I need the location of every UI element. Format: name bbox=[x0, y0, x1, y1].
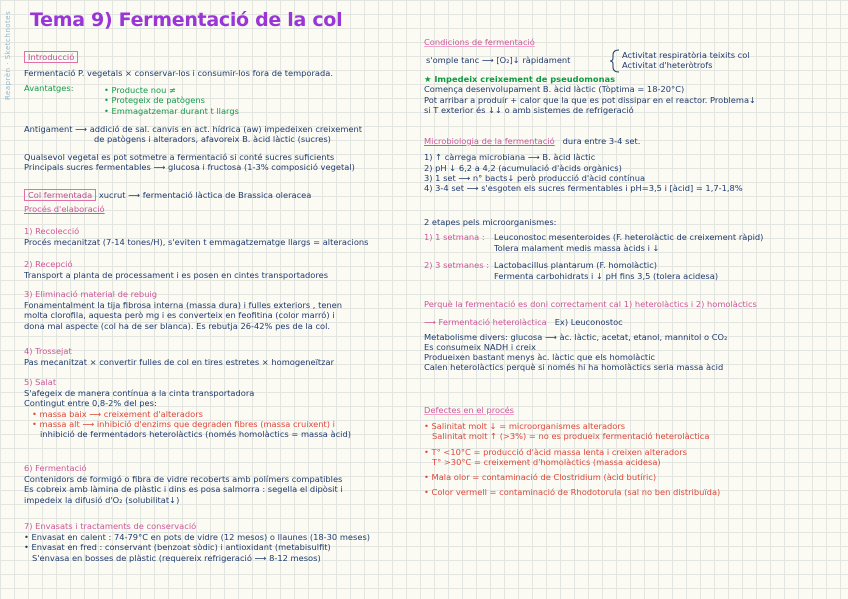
watermark: Reaprèn · Sketchnotes bbox=[4, 10, 12, 100]
step-6-title: 6) Fermentació bbox=[24, 463, 87, 473]
sucres-block bbox=[24, 152, 420, 173]
step-2-line: Transport a planta de processament i es posen en cintes transportadores bbox=[24, 270, 329, 280]
step-4-title: 4) Trossejat bbox=[24, 346, 72, 356]
step-6 bbox=[24, 463, 420, 505]
perque-line: Perquè la fermentació es doni correctament cal 1) heterolàctics i 2) homolàctics bbox=[424, 299, 757, 309]
step-1-title: 1) Recolecció bbox=[24, 226, 80, 236]
comenca-line: Comença desenvolupament B. àcid làctic (Tòptima = 18-20°C) bbox=[424, 84, 685, 95]
defecte-line: • Mala olor = contaminació de Clostridium (àcid butíric) bbox=[424, 472, 657, 483]
micro-step: 4) 3-4 set ⟶ s'esgoten els sucres fermentables i pH=3,5 i [àcid] = 1,7-1,8% bbox=[424, 183, 743, 194]
intro-section bbox=[24, 45, 420, 78]
avantatge-item: • Protegeix de patògens bbox=[104, 95, 205, 106]
etapa-1-line: Leuconostoc mesenteroides (F. heterolàctic de creixement ràpid) bbox=[494, 232, 764, 243]
ex-leuconostoc: Ex) Leuconostoc bbox=[554, 317, 623, 328]
omple-line: s'omple tanc ⟶ [O₂]↓ ràpidament bbox=[426, 55, 571, 65]
impedeix-line: ★ Impedeix creixement de pseudomonas bbox=[424, 74, 616, 84]
ferm-hetero: ⟶ Fermentació heterolàctica bbox=[424, 317, 547, 328]
step-1 bbox=[24, 226, 420, 247]
micro-header: Microbiologia de la fermentació bbox=[424, 136, 555, 146]
etapa-2-line: Lactobacillus plantarum (F. homolàctic) bbox=[494, 260, 658, 271]
step-7-line: • Envasat en calent : 74-79°C en pots de vidre (12 mesos) o llaunes (18-30 meses) bbox=[24, 532, 371, 542]
step-7-title: 7) Envasats i tractaments de conservació bbox=[24, 521, 197, 531]
step-5-line: S'afegeix de manera contínua a la cinta transportadora bbox=[24, 388, 255, 398]
defecte-line: • Color vermell = contaminació de Rhodotorula (sal no ben distribuïda) bbox=[424, 487, 721, 498]
step-4-line: Pas mecanitzat × convertir fulles de col en tires estretes × homogeneïtzar bbox=[24, 357, 335, 367]
micro-step: 2) pH ↓ 6,2 a 4,2 (acumulació d'àcids orgànics) bbox=[424, 162, 622, 173]
proces-header: Procés d'elaboració bbox=[24, 204, 105, 214]
antigament-line-2: de patògens i alteradors, afavoreix B. àcid làctic (sucres) bbox=[94, 134, 331, 145]
step-6-line: Contenidors de formigó o fibra de vidre recoberts amb polímers compatibles bbox=[24, 474, 343, 484]
etapa-2-line: Fermenta carbohidrats i ↓ pH fins 3,5 (tolera acidesa) bbox=[494, 270, 719, 281]
hetero-line: Metabolisme divers: glucosa ⟶ àc. làctic, acetat, etanol, mannitol o CO₂ bbox=[424, 331, 728, 342]
step-3-line: dona mal aspecte (col ha de ser blanca). Es rebutja 26-42% pes de la col. bbox=[24, 320, 331, 331]
brace-icon bbox=[609, 49, 621, 73]
intro-header: Introducció bbox=[24, 51, 78, 63]
step-1-line: Procés mecanitzat (7-14 tones/H), s'eviten t emmagatzematge llargs = alteracions bbox=[24, 237, 369, 247]
perque-block bbox=[424, 299, 834, 373]
brace-item: Activitat d'heteròtrofs bbox=[622, 60, 713, 71]
condicions-block bbox=[424, 37, 834, 115]
avantatges-label: Avantatges: bbox=[24, 83, 74, 93]
page-title: Tema 9) Fermentació de la col bbox=[30, 9, 343, 31]
step-6-line: impedeix la difusió d'O₂ (solubilitat↓) bbox=[24, 494, 180, 505]
step-5-massa-alt: • massa alt ⟶ inhibició d'enzims que degraden fibres (massa cruixent) i bbox=[32, 418, 335, 429]
antigament-block bbox=[24, 124, 420, 145]
step-5-title: 5) Salat bbox=[24, 377, 57, 387]
antigament-line: Antigament ⟶ addició de sal. canvis en act. hídrica (aw) impedeixen creixement bbox=[24, 124, 363, 134]
step-5-massa-baix: • massa baix ⟶ creixement d'alteradors bbox=[32, 408, 203, 419]
etapa-1-line: Tolera malament medis massa àcids i ↓ bbox=[494, 242, 660, 253]
condicions-header: Condicions de fermentació bbox=[424, 37, 535, 47]
defectes-header: Defectes en el procés bbox=[424, 405, 515, 415]
step-3 bbox=[24, 289, 420, 331]
principals-line: Principals sucres fermentables ⟶ glucosa i fructosa (1-3% composició vegetal) bbox=[24, 162, 355, 173]
avantatge-item: • Producte nou ≠ bbox=[104, 85, 176, 95]
defecte-line: • Salinitat molt ↓ = microorganismes alteradors bbox=[424, 421, 626, 431]
col-fermentada-box: Col fermentada bbox=[24, 189, 96, 201]
hetero-line: Es consumeix NADH i creix bbox=[424, 341, 536, 352]
micro-step: 1) ↑ càrrega microbiana ⟶ B. àcid làctic bbox=[424, 152, 596, 163]
intro-line: Fermentació P. vegetals × conservar-los i consumir-los fora de temporada. bbox=[24, 68, 333, 78]
defectes-block bbox=[424, 405, 834, 498]
step-3-line: Fonamentalment la tija fibrosa interna (massa dura) i fulles exteriors , tenen bbox=[24, 300, 343, 310]
etapa-2-label: 2) 3 setmanes : bbox=[424, 260, 490, 271]
step-7 bbox=[24, 521, 420, 563]
qualsevol-line: Qualsevol vegetal es pot sotmetre a fermentació si conté sucres suficients bbox=[24, 152, 335, 162]
etapes-block bbox=[424, 217, 834, 284]
micro-step: 3) 1 set ⟶ n° bacts↓ però producció d'àcid contínua bbox=[424, 172, 646, 183]
step-5-massa-alt-2: inhibició de fermentadors heterolàctics (només homolàctics = massa àcid) bbox=[40, 429, 351, 440]
avantatge-item: • Emmagatzemar durant t llargs bbox=[104, 105, 239, 116]
step-7-line: • Envasat en fred : conservant (benzoat sòdic) i antioxidant (metabisulfit) bbox=[24, 542, 331, 553]
col-fermentada-block bbox=[24, 189, 420, 214]
step-7-line: S'envasa en bosses de plàstic (requereix refrigeració ⟶ 8-12 mesos) bbox=[32, 552, 321, 563]
step-3-title: 3) Eliminació material de rebuig bbox=[24, 289, 158, 299]
pot-arribar-line: Pot arribar a produir + calor que la que es pot dissipar en el reactor. Problema↓ bbox=[424, 94, 756, 105]
step-5 bbox=[24, 377, 420, 439]
etapes-line: 2 etapes pels microorganismes: bbox=[424, 217, 557, 227]
defecte-line: • T° <10°C = producció d'àcid massa lenta i creixen alteradors bbox=[424, 446, 687, 457]
micro-block bbox=[424, 136, 834, 193]
step-3-line: molta clorofila, aquesta però mg i es converteix en feofitina (color marró) i bbox=[24, 310, 335, 321]
brace-item: Activitat respiratòria teixits col bbox=[622, 50, 750, 60]
col-fermentada-line: xucrut ⟶ fermentació làctica de Brassica oleracea bbox=[98, 190, 312, 200]
defecte-line: Salinitat molt ↑ (>3%) = no es produeix fermentació heterolàctica bbox=[432, 431, 710, 442]
step-6-line: Es cobreix amb làmina de plàstic i dins es posa salmorra : segella el dipòsit i bbox=[24, 484, 343, 495]
hetero-line: Calen heterolàctics perquè si només hi ha homolàctics seria massa àcid bbox=[424, 362, 724, 373]
defecte-line: T° >30°C = creixement d'homolàctics (massa acidesa) bbox=[432, 456, 661, 467]
step-4 bbox=[24, 346, 420, 367]
etapa-1-label: 1) 1 setmana : bbox=[424, 232, 485, 243]
hetero-line: Produeixen bastant menys àc. làctic que els homolàctic bbox=[424, 352, 656, 363]
micro-dura: dura entre 3-4 set. bbox=[562, 136, 641, 146]
step-5-line: Contingut entre 0,8-2% del pes: bbox=[24, 398, 157, 409]
si-exterior-line: si T exterior és ↓↓ o amb sistemes de refrigeració bbox=[424, 104, 634, 115]
step-2 bbox=[24, 259, 420, 280]
step-2-title: 2) Recepció bbox=[24, 259, 73, 269]
